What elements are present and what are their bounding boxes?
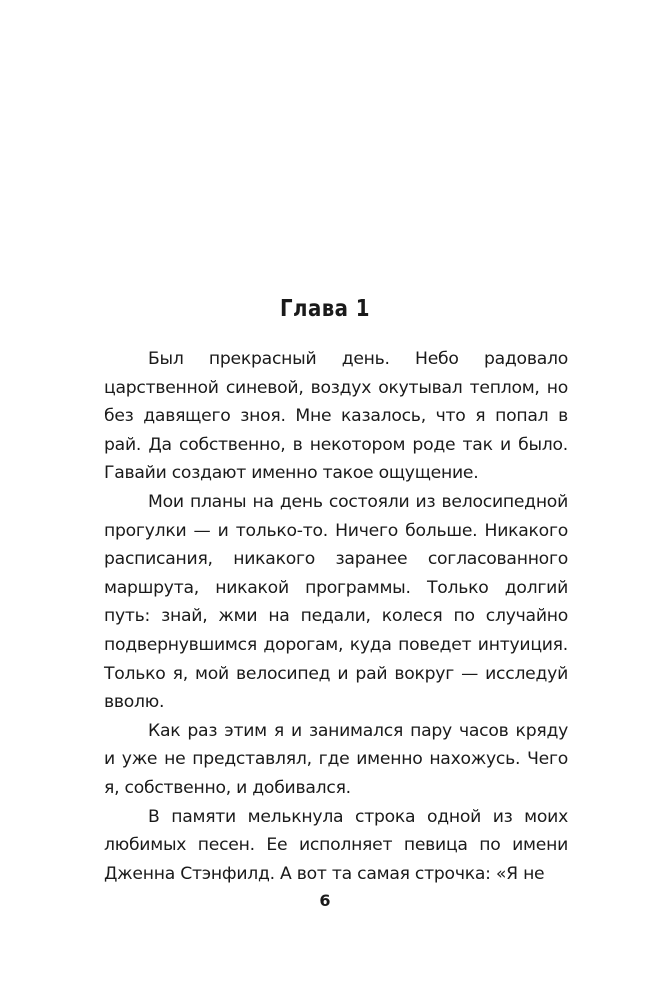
chapter-title: Глава 1	[280, 296, 370, 322]
paragraph-1: Был прекрасный день. Небо радовало царственной синевой, воздух окутывал теплом, но без давящего зноя. Мне казалось, что я попал в рай. Да собственно, в некотором роде так и было. Гавайи создают именно такое ощущение.	[104, 349, 568, 484]
paragraph-3: Как раз этим я и занимался пару часов кряду и уже не представлял, где именно нахожусь. Чего я, собственно, и добивался.	[104, 720, 568, 798]
paragraph-2: Мои планы на день состояли из велосипедной прогулки — и только-то. Ничего больше. Никакого расписания, никакого заранее согласованного маршрута, никакой программы. Только долгий путь: знай, жми на педали, колеся по случайно подвернувшимся дорогам, куда поведет интуиция. Только я, мой велосипед и рай вокруг — исследуй вволю.	[104, 491, 568, 713]
chapter-body	[104, 345, 568, 888]
paragraph-4: В памяти мелькнула строка одной из моих любимых песен. Ее исполняет певица по имени Дженна Стэнфилд. А вот та самая строчка: «Я не	[104, 806, 568, 884]
page-number: 6	[319, 891, 331, 910]
